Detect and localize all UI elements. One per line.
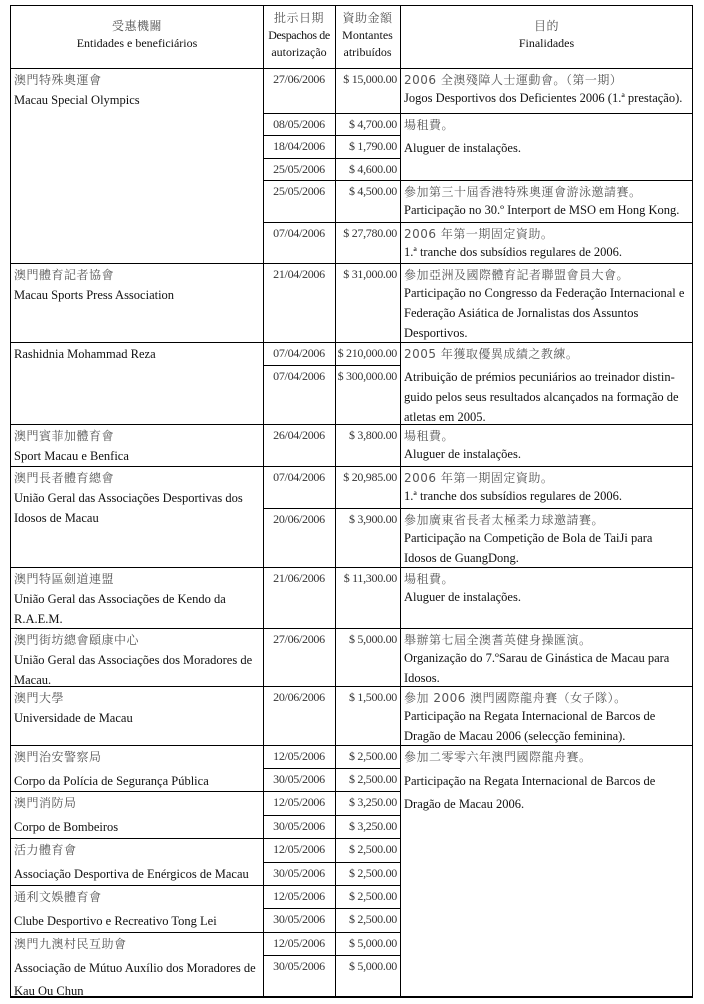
grant-date: 20/06/2006 <box>273 690 325 704</box>
row-divider <box>263 222 400 223</box>
header-amount-pt-2: atribuídos <box>343 45 392 59</box>
header-purpose <box>400 18 693 52</box>
purpose-pt: Participação no 30.º Interport de MSO em Hong Kong. <box>404 203 680 217</box>
grant-date: 25/05/2006 <box>273 184 325 198</box>
purpose-zh: 參加亞洲及國際體育記者聯盟會員大會。 <box>404 268 630 282</box>
entity-name-pt: União Geral das Associações dos Moradores de Macau. <box>14 653 253 687</box>
entity-name-pt: Rashidnia Mohammad Reza <box>14 347 156 361</box>
purpose-zh: 場租費。 <box>404 572 455 586</box>
grant-amount: $ 11,300.00 <box>343 571 397 585</box>
grant-amount: $ 3,900.00 <box>348 512 397 526</box>
header-purpose-pt: Finalidades <box>518 36 575 50</box>
entity-name-zh: 通利文娛體育會 <box>14 890 102 904</box>
header-purpose-zh: 目的 <box>533 19 559 33</box>
grant-date: 27/06/2006 <box>273 72 325 86</box>
row-divider <box>263 424 400 425</box>
purpose-pt: Participação no Congresso da Federação Internacional e Federação Asiática de Jornalistas dos Assuntos Desportivos. <box>404 286 685 340</box>
grant-amount: $ 3,250.00 <box>348 795 397 809</box>
row-divider <box>263 768 400 769</box>
entity-name-zh: 澳門特殊奧運會 <box>14 73 102 87</box>
row-divider <box>263 113 400 114</box>
entity-name-zh: 澳門街坊總會頤康中心 <box>14 633 140 647</box>
purpose-zh: 2006 年第一期固定資助。 <box>404 471 554 485</box>
header-amount <box>335 10 400 61</box>
purpose-pt: Atribuição de prémios pecuniários ao treinador distin- guido pelos seus resultados alcançados na formação de atletas em 2005. <box>404 370 679 424</box>
grant-amount: $ 4,600.00 <box>348 162 397 176</box>
row-divider <box>263 885 400 886</box>
grant-amount: $ 3,250.00 <box>348 819 397 833</box>
grant-date: 21/06/2006 <box>273 571 325 585</box>
purpose-zh: 場租費。 <box>404 118 455 132</box>
entity-name-zh: 澳門消防局 <box>14 796 77 810</box>
header-entities-pt: Entidades e beneficiários <box>76 36 198 50</box>
grant-amount: $ 31,000.00 <box>343 267 397 281</box>
grant-date: 07/04/2006 <box>273 226 325 240</box>
row-divider <box>263 997 400 998</box>
purpose-pt: 1.ª tranche dos subsídios regulares de 2006. <box>404 489 622 503</box>
purpose-zh: 2005 年獲取優異成績之教練。 <box>404 347 579 361</box>
purpose-zh: 參加 2006 澳門國際龍舟賽（女子隊）。 <box>404 691 627 705</box>
grant-amount: $ 300,000.00 <box>337 369 397 383</box>
purpose-pt: 1.ª tranche dos subsídios regulares de 2006. <box>404 245 622 259</box>
grant-amount: $ 2,500.00 <box>348 749 397 763</box>
entity-name-pt: Corpo da Polícia de Segurança Pública <box>14 774 209 788</box>
entity-name-pt: União Geral das Associações de Kendo da R.A.E.M. <box>14 592 226 626</box>
entity-name-zh: 澳門體育記者協會 <box>14 268 115 282</box>
grant-amount: $ 2,500.00 <box>348 772 397 786</box>
row-divider <box>263 135 400 136</box>
row-divider <box>263 508 400 509</box>
row-divider <box>263 862 400 863</box>
grant-date: 30/05/2006 <box>273 819 325 833</box>
grant-amount: $ 2,500.00 <box>348 866 397 880</box>
entity-name-pt: Macau Special Olympics <box>14 93 140 107</box>
grant-date: 26/04/2006 <box>273 428 325 442</box>
grant-date: 30/05/2006 <box>273 772 325 786</box>
grant-amount: $ 2,500.00 <box>348 912 397 926</box>
purpose-pt: Organização do 7.ºSarau de Ginástica de Macau para Idosos. <box>404 651 670 685</box>
grant-date: 30/05/2006 <box>273 912 325 926</box>
entity-name-pt: Universidade de Macau <box>14 711 133 725</box>
grant-amount: $ 20,985.00 <box>343 470 397 484</box>
purpose-zh: 舉辦第七屆全澳耆英健身操匯演。 <box>404 633 592 647</box>
grant-date: 20/06/2006 <box>273 512 325 526</box>
row-divider <box>263 466 400 467</box>
entity-name-zh: 活力體育會 <box>14 843 77 857</box>
grant-amount: $ 1,790.00 <box>348 139 397 153</box>
row-divider <box>263 908 400 909</box>
entity-name-zh: 澳門大學 <box>14 691 65 705</box>
row-divider <box>263 791 400 792</box>
grant-amount: $ 15,000.00 <box>343 72 397 86</box>
grant-amount: $ 1,500.00 <box>348 690 397 704</box>
row-divider <box>263 932 400 933</box>
grant-amount: $ 5,000.00 <box>348 959 397 973</box>
grant-amount: $ 4,500.00 <box>348 184 397 198</box>
row-divider <box>400 997 693 998</box>
grant-date: 08/05/2006 <box>273 117 325 131</box>
grant-date: 12/05/2006 <box>273 889 325 903</box>
row-divider <box>263 158 400 159</box>
header-date-zh: 批示日期 <box>273 11 324 25</box>
grant-amount: $ 210,000.00 <box>337 346 397 360</box>
purpose-pt: Aluguer de instalações. <box>404 141 521 155</box>
grant-date: 18/04/2006 <box>273 139 325 153</box>
entity-name-pt: Clube Desportivo e Recreativo Tong Lei <box>14 914 217 928</box>
purpose-pt: Jogos Desportivos dos Deficientes 2006 (1.ª prestação). <box>404 91 683 105</box>
entity-name-zh: 澳門長者體育總會 <box>14 471 115 485</box>
entity-name-zh: 澳門賓菲加體育會 <box>14 429 115 443</box>
row-divider <box>263 686 400 687</box>
grant-date: 07/04/2006 <box>273 346 325 360</box>
row-divider <box>263 263 400 264</box>
grant-date: 12/05/2006 <box>273 795 325 809</box>
entity-name-pt: Associação de Mútuo Auxílio dos Moradores de Kau Ou Chun <box>14 961 256 998</box>
grant-date: 30/05/2006 <box>273 866 325 880</box>
row-divider <box>263 628 400 629</box>
row-divider <box>263 955 400 956</box>
header-date <box>263 10 335 61</box>
header-entities <box>11 18 263 52</box>
entity-name-zh: 澳門治安警察局 <box>14 750 102 764</box>
row-divider <box>263 838 400 839</box>
grant-date: 27/06/2006 <box>273 632 325 646</box>
purpose-pt: Aluguer de instalações. <box>404 447 521 461</box>
row-divider <box>263 180 400 181</box>
row-divider <box>263 342 400 343</box>
grant-amount: $ 2,500.00 <box>348 889 397 903</box>
header-amount-pt-1: Montantes <box>342 28 393 42</box>
grant-date: 25/05/2006 <box>273 162 325 176</box>
grant-date: 12/05/2006 <box>273 936 325 950</box>
header-entities-zh: 受惠機關 <box>111 19 162 33</box>
entity-name-pt: Macau Sports Press Association <box>14 288 175 302</box>
purpose-zh: 參加廣東省長者太極柔力球邀請賽。 <box>404 513 605 527</box>
header-date-pt-1: Despachos de <box>268 28 330 42</box>
grant-amount: $ 27,780.00 <box>343 226 397 240</box>
grant-date: 12/05/2006 <box>273 842 325 856</box>
row-divider <box>263 365 400 366</box>
grant-date: 12/05/2006 <box>273 749 325 763</box>
entity-name-pt: União Geral das Associações Desportivas dos Idosos de Macau <box>14 491 243 525</box>
entity-name-zh: 澳門特區劍道連盟 <box>14 572 115 586</box>
purpose-zh: 2006 年第一期固定資助。 <box>404 227 554 241</box>
grant-date: 30/05/2006 <box>273 959 325 973</box>
grant-amount: $ 4,700.00 <box>348 117 397 131</box>
grant-date: 07/04/2006 <box>273 470 325 484</box>
purpose-zh: 場租費。 <box>404 429 455 443</box>
entity-name-pt: Sport Macau e Benfica <box>14 449 129 463</box>
header-amount-zh: 資助金額 <box>342 11 393 25</box>
purpose-pt: Participação na Competição de Bola de TaiJi para Idosos de GuangDong. <box>404 531 653 565</box>
purpose-pt: Participação na Regata Internacional de Barcos de Dragão de Macau 2006 (selecção feminina). <box>404 709 656 743</box>
purpose-zh: 參加二零零六年澳門國際龍舟賽。 <box>404 750 592 764</box>
purpose-zh: 2006 全澳殘障人士運動會。（第一期） <box>404 73 623 87</box>
row-divider <box>263 567 400 568</box>
header-date-pt-2: autorização <box>271 45 327 59</box>
row-divider <box>263 745 400 746</box>
entity-name-zh: 澳門九澳村民互助會 <box>14 937 127 951</box>
grant-amount: $ 5,000.00 <box>348 632 397 646</box>
grant-date: 21/04/2006 <box>273 267 325 281</box>
grant-date: 07/04/2006 <box>273 369 325 383</box>
entity-name-pt: Associação Desportiva de Enérgicos de Macau <box>14 867 249 881</box>
purpose-pt: Participação na Regata Internacional de Barcos de Dragão de Macau 2006. <box>404 774 656 811</box>
entity-name-pt: Corpo de Bombeiros <box>14 820 119 834</box>
grant-amount: $ 2,500.00 <box>348 842 397 856</box>
grant-amount: $ 5,000.00 <box>348 936 397 950</box>
purpose-zh: 參加第三十屆香港特殊奧運會游泳邀請賽。 <box>404 185 642 199</box>
row-divider <box>263 815 400 816</box>
grant-amount: $ 3,800.00 <box>348 428 397 442</box>
purpose-pt: Aluguer de instalações. <box>404 590 521 604</box>
